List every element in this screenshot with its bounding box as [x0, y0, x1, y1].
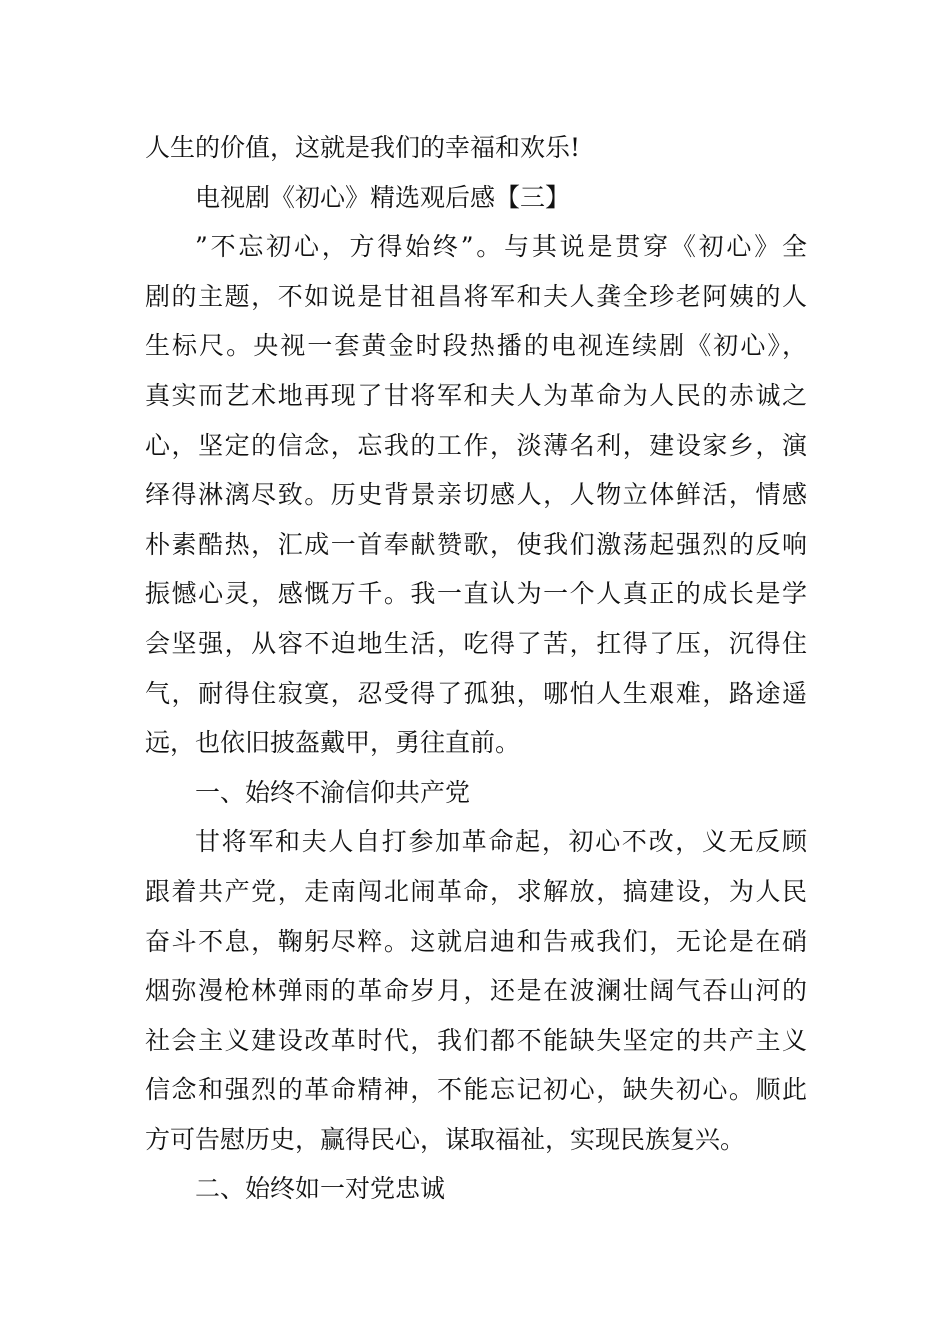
text-line: 气，耐得住寂寞，忍受得了孤独，哪怕人生艰难，路途遥: [145, 678, 807, 708]
section-heading: 二、始终如一对党忠诚: [195, 1174, 446, 1204]
article-body: [145, 123, 807, 1214]
section-heading: 电视剧《初心》精选观后感【三】: [195, 182, 571, 212]
text-line: 远，也依旧披盔戴甲，勇往直前。: [145, 728, 521, 758]
text-line: 振憾心灵，感慨万千。我一直认为一个人真正的成长是学: [145, 579, 807, 609]
text-line: 方可告慰历史，赢得民心，谋取福祉，实现民族复兴。: [145, 1124, 746, 1154]
text-line: 绎得淋漓尽致。历史背景亲切感人，人物立体鲜活，情感: [145, 480, 807, 510]
text-line: 人生的价值，这就是我们的幸福和欢乐!: [145, 133, 581, 162]
text-line: 烟弥漫枪林弹雨的革命岁月，还是在波澜壮阔气吞山河的: [145, 976, 807, 1006]
text-line: 跟着共产党，走南闯北闹革命，求解放，搞建设，为人民: [145, 876, 807, 906]
text-line: 甘将军和夫人自打参加革命起，初心不改，义无反顾: [195, 827, 807, 857]
section-heading: 一、始终不渝信仰共产党: [195, 777, 471, 807]
text-line: 社会主义建设改革时代，我们都不能缺失坚定的共产主义: [145, 1025, 807, 1055]
text-line: 剧的主题，不如说是甘祖昌将军和夫人龚全珍老阿姨的人: [145, 281, 807, 311]
text-line: 生标尺。央视一套黄金时段热播的电视连续剧《初心》，: [145, 331, 807, 361]
text-line: 会坚强，从容不迫地生活，吃得了苦，扛得了压，沉得住: [145, 628, 807, 658]
text-line: 心，坚定的信念，忘我的工作，淡薄名利，建设家乡，演: [145, 430, 807, 460]
text-line: 朴素酷热，汇成一首奉献赞歌，使我们激荡起强烈的反响: [145, 529, 807, 559]
text-line: 真实而艺术地再现了甘将军和夫人为革命为人民的赤诚之: [145, 380, 807, 410]
text-line: ”不忘初心，方得始终”。与其说是贯穿《初心》全: [195, 232, 807, 262]
text-line: 奋斗不息，鞠躬尽粹。这就启迪和告戒我们，无论是在硝: [145, 926, 807, 956]
text-line: 信念和强烈的革命精神，不能忘记初心，缺失初心。顺此: [145, 1075, 807, 1105]
